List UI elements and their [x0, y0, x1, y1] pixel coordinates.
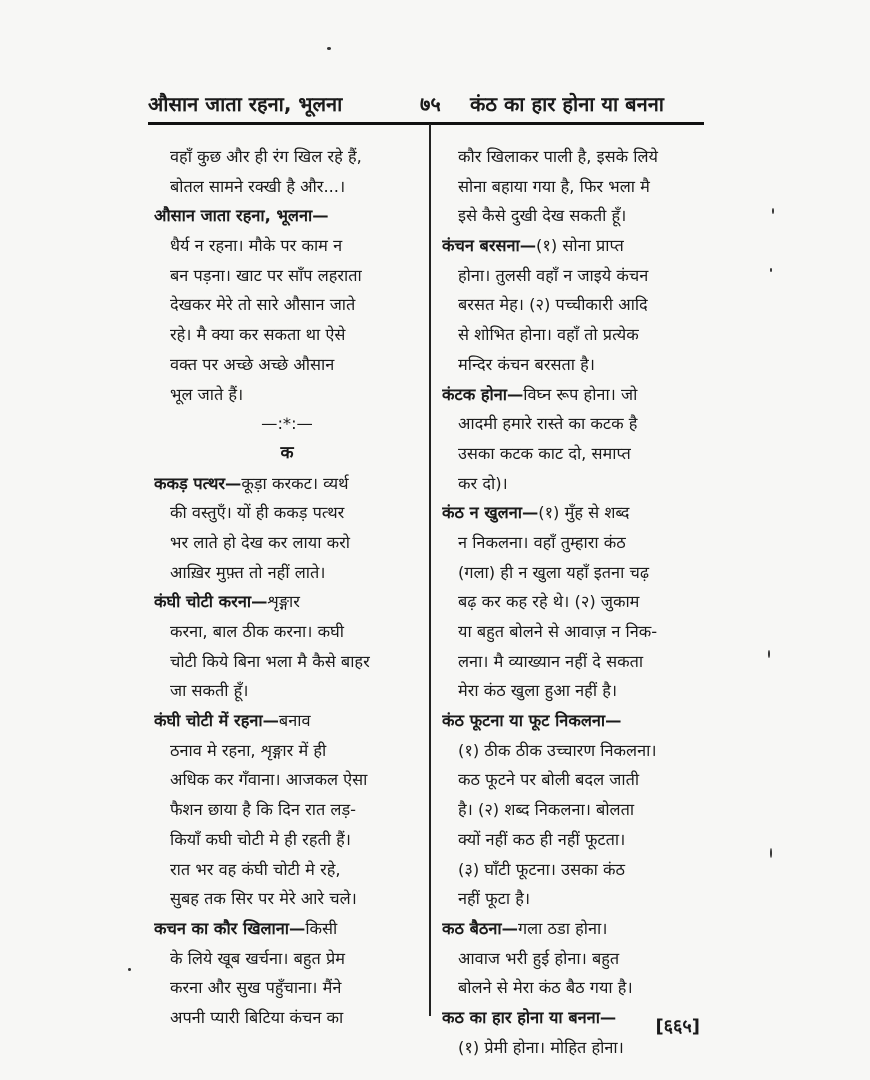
section-separator: —:*:—	[261, 414, 313, 434]
text-line: या बहुत बोलने से आवाज़ न निक-	[458, 622, 658, 641]
text-line: बोलने से मेरा कंठ बैठ गया है।	[458, 978, 633, 998]
text-line: (३) घाँटी फूटना। उसका कंठ	[458, 859, 625, 879]
text-line: क्यों नहीं कठ ही नहीं फूटता।	[458, 829, 626, 849]
text-line: अपनी प्यारी बिटिया कंचन का	[170, 1007, 344, 1027]
entry-definition: किसी	[305, 918, 338, 938]
scan-speck	[128, 968, 131, 971]
dictionary-entry-line	[154, 706, 420, 736]
text-line: बोतल सामने रक्खी है और...।	[170, 176, 346, 196]
dictionary-entry-line	[154, 469, 420, 499]
text-line: सोना बहाया गया है, फिर भला मै	[458, 176, 650, 196]
text-line: वक्त पर अच्छे अच्छे औसान	[170, 354, 335, 374]
dictionary-entry-line	[442, 380, 704, 410]
text-line: चोटी किये बिना भला मै कैसे बाहर	[170, 651, 370, 671]
text-line: आख़िर मुफ़्त तो नहीं लाते।	[170, 562, 326, 582]
text-line: होना। तुलसी वहाँ न जाइये कंचन	[458, 265, 649, 285]
text-line: कियाँ कघी चोटी मे ही रहती हैं।	[170, 829, 351, 849]
entry-headword: कंघी चोटी में रहना—	[154, 711, 279, 731]
text-line: मेरा कंठ खुला हुआ नहीं है।	[458, 681, 618, 701]
text-line: रात भर वह कंघी चोटी मे रहे,	[170, 859, 341, 879]
text-line: आवाज भरी हुई होना। बहुत	[458, 948, 620, 968]
entry-definition: विघ्न रूप होना। जो	[523, 384, 638, 404]
scan-speck	[772, 208, 774, 214]
entry-headword: कंठ न खुलना—	[442, 503, 539, 523]
entry-headword: औसान जाता रहना, भूलना—	[154, 206, 329, 226]
text-line: वहाँ कुछ और ही रंग खिल रहे हैं,	[170, 147, 362, 166]
text-line: है। (२) शब्द निकलना। बोलता	[458, 800, 635, 820]
entry-headword: ककड़ पत्थर—	[154, 473, 242, 493]
scan-speck	[768, 650, 770, 658]
dictionary-entry-line	[442, 914, 704, 944]
text-line: रहे। मै क्या कर सकता था ऐसे	[170, 325, 346, 345]
dictionary-entry-line	[154, 914, 420, 944]
text-line: (१) प्रेमी होना। मोहित होना।	[458, 1037, 624, 1057]
entry-headword: कचन का कौर खिलाना—	[154, 918, 306, 938]
text-line: लना। मै व्याख्यान नहीं दे सकता	[458, 651, 644, 671]
text-line: इसे कैसे दुखी देख सकती हूँ।	[458, 206, 627, 226]
text-line: (गला) ही न खुला यहाँ इतना चढ़	[458, 562, 649, 582]
dictionary-entry-line	[442, 706, 704, 736]
text-line: धैर्य न रहना। मौके पर काम न	[170, 236, 343, 256]
text-line: भर लाते हो देख कर लाया करो	[170, 532, 350, 552]
entry-headword: कंटक होना—	[442, 384, 524, 404]
running-header	[148, 86, 704, 120]
text-line: फैशन छाया है कि दिन रात लड़-	[170, 800, 357, 820]
text-line: आदमी हमारे रास्ते का कटक है	[458, 414, 638, 434]
dictionary-entry-line	[442, 231, 704, 261]
entry-definition: गला ठडा होना।	[517, 918, 608, 938]
folio-number: [६६५]	[655, 1016, 700, 1037]
text-line: (१) ठीक ठीक उच्चारण निकलना।	[458, 740, 657, 760]
text-line: भूल जाते हैं।	[170, 384, 244, 404]
text-line: की वस्तुएँ। यों ही ककड़ पत्थर	[170, 503, 345, 523]
header-rule	[148, 122, 704, 125]
text-line: बरसत मेह। (२) पच्चीकारी आदि	[458, 295, 648, 315]
text-line: अधिक कर गँवाना। आजकल ऐसा	[170, 770, 368, 790]
left-column	[154, 142, 420, 1033]
text-line: से शोभित होना। वहाँ तो प्रत्येक	[458, 325, 639, 345]
text-line: देखकर मेरे तो सारे औसान जाते	[170, 295, 356, 315]
entry-headword: कठ बैठना—	[442, 918, 518, 938]
dictionary-entry-line	[154, 587, 420, 617]
entry-definition: (१) मुँह से शब्द	[538, 503, 630, 523]
entry-definition: शृङ्गार	[267, 592, 300, 612]
text-line: नहीं फूटा है।	[458, 889, 531, 909]
entry-definition: कूड़ा करकट। व्यर्थ	[241, 473, 349, 493]
text-line: के लिये खूब खर्चना। बहुत प्रेम	[170, 948, 345, 968]
text-line: कौर खिलाकर पाली है, इसके लिये	[458, 147, 658, 166]
text-line: करना, बाल ठीक करना। कघी	[170, 622, 344, 641]
entry-definition: (१) सोना प्राप्त	[536, 236, 624, 256]
text-line: जा सकती हूँ।	[170, 681, 249, 701]
dictionary-entry-line	[154, 201, 420, 231]
entry-headword: कंठ फूटना या फूट निकलना—	[442, 711, 622, 731]
text-line: कर दो)।	[458, 473, 508, 493]
text-line: न निकलना। वहाँ तुम्हारा कंठ	[458, 532, 626, 552]
header-left-term: औसान जाता रहना, भूलना	[148, 92, 343, 116]
text-line: सुबह तक सिर पर मेरे आरे चले।	[170, 889, 357, 909]
entry-headword: कंचन बरसना—	[442, 236, 537, 256]
text-line: कठ फूटने पर बोली बदल जाती	[458, 770, 640, 790]
scan-speck	[770, 268, 772, 272]
scan-speck	[770, 848, 772, 858]
text-line: मन्दिर कंचन बरसता है।	[458, 354, 595, 374]
text-line: ठनाव मे रहना, शृङ्गार में ही	[170, 740, 327, 760]
text-line: करना और सुख पहुँचाना। मैंने	[170, 978, 342, 998]
right-column	[442, 142, 704, 1062]
section-letter: क	[280, 442, 294, 463]
header-page-number: ७५	[420, 92, 441, 116]
scan-speck	[327, 47, 331, 50]
entry-headword: कठ का हार होना या बनना—	[442, 1007, 617, 1027]
entry-definition: बनाव	[278, 711, 311, 731]
text-line: बढ़ कर कह रहे थे। (२) जुकाम	[458, 592, 640, 612]
text-line: बन पड़ना। खाट पर साँप लहराता	[170, 265, 362, 285]
column-divider	[429, 124, 431, 1016]
header-right-term: कंठ का हार होना या बनना	[470, 92, 664, 116]
text-line: उसका कटक काट दो, समाप्त	[458, 443, 631, 463]
dictionary-entry-line	[442, 498, 704, 528]
entry-headword: कंघी चोटी करना—	[154, 592, 268, 612]
